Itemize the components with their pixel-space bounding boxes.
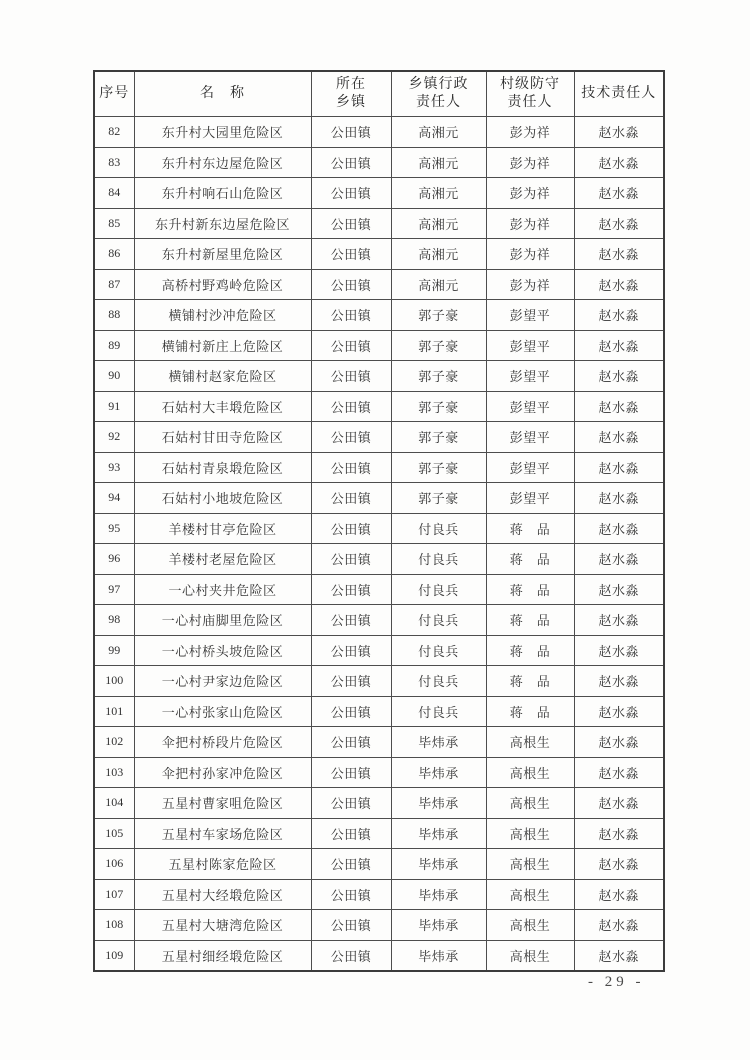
cell-index: 103 xyxy=(94,757,134,788)
cell-township: 公田镇 xyxy=(311,574,391,605)
cell-index: 107 xyxy=(94,879,134,910)
cell-index: 88 xyxy=(94,300,134,331)
table-row xyxy=(94,666,664,697)
cell-index: 97 xyxy=(94,574,134,605)
cell-township-admin: 毕炜承 xyxy=(391,818,486,849)
cell-township-admin: 毕炜承 xyxy=(391,757,486,788)
table-row xyxy=(94,391,664,422)
cell-name: 羊楼村甘亭危险区 xyxy=(134,513,311,544)
cell-township: 公田镇 xyxy=(311,666,391,697)
cell-township-admin: 毕炜承 xyxy=(391,910,486,941)
table-row xyxy=(94,269,664,300)
cell-township: 公田镇 xyxy=(311,818,391,849)
cell-technical: 赵水淼 xyxy=(574,178,664,209)
cell-index: 92 xyxy=(94,422,134,453)
cell-township-admin: 付良兵 xyxy=(391,696,486,727)
cell-technical: 赵水淼 xyxy=(574,208,664,239)
table-row xyxy=(94,879,664,910)
table-row xyxy=(94,117,664,148)
cell-technical: 赵水淼 xyxy=(574,483,664,514)
cell-technical: 赵水淼 xyxy=(574,513,664,544)
cell-name: 伞把村桥段片危险区 xyxy=(134,727,311,758)
cell-name: 石姑村大丰塅危险区 xyxy=(134,391,311,422)
cell-village-defense: 彭望平 xyxy=(486,330,574,361)
column-header-village-defense: 村级防守 责任人 xyxy=(486,71,574,117)
cell-name: 高桥村野鸡岭危险区 xyxy=(134,269,311,300)
cell-village-defense: 高根生 xyxy=(486,879,574,910)
cell-technical: 赵水淼 xyxy=(574,635,664,666)
cell-technical: 赵水淼 xyxy=(574,239,664,270)
cell-township-admin: 郭子豪 xyxy=(391,361,486,392)
cell-name: 一心村尹家边危险区 xyxy=(134,666,311,697)
cell-village-defense: 高根生 xyxy=(486,910,574,941)
cell-technical: 赵水淼 xyxy=(574,574,664,605)
column-header-index: 序号 xyxy=(94,71,134,117)
cell-township: 公田镇 xyxy=(311,879,391,910)
cell-index: 106 xyxy=(94,849,134,880)
cell-township: 公田镇 xyxy=(311,117,391,148)
cell-township: 公田镇 xyxy=(311,544,391,575)
cell-village-defense: 蒋 品 xyxy=(486,666,574,697)
cell-name: 东升村大园里危险区 xyxy=(134,117,311,148)
cell-township: 公田镇 xyxy=(311,940,391,971)
cell-township-admin: 付良兵 xyxy=(391,666,486,697)
cell-township: 公田镇 xyxy=(311,849,391,880)
cell-index: 85 xyxy=(94,208,134,239)
cell-index: 96 xyxy=(94,544,134,575)
cell-township: 公田镇 xyxy=(311,605,391,636)
cell-name: 一心村庙脚里危险区 xyxy=(134,605,311,636)
cell-index: 100 xyxy=(94,666,134,697)
cell-township-admin: 郭子豪 xyxy=(391,300,486,331)
table-row xyxy=(94,605,664,636)
cell-technical: 赵水淼 xyxy=(574,391,664,422)
cell-technical: 赵水淼 xyxy=(574,544,664,575)
cell-township-admin: 郭子豪 xyxy=(391,483,486,514)
cell-township-admin: 毕炜承 xyxy=(391,940,486,971)
cell-index: 102 xyxy=(94,727,134,758)
cell-name: 五星村大经塅危险区 xyxy=(134,879,311,910)
cell-township: 公田镇 xyxy=(311,300,391,331)
cell-technical: 赵水淼 xyxy=(574,940,664,971)
cell-technical: 赵水淼 xyxy=(574,117,664,148)
cell-name: 石姑村青泉塅危险区 xyxy=(134,452,311,483)
cell-village-defense: 彭望平 xyxy=(486,422,574,453)
cell-technical: 赵水淼 xyxy=(574,330,664,361)
cell-village-defense: 蒋 品 xyxy=(486,574,574,605)
table-body xyxy=(94,117,664,972)
cell-village-defense: 高根生 xyxy=(486,727,574,758)
cell-index: 90 xyxy=(94,361,134,392)
table-row xyxy=(94,300,664,331)
cell-name: 一心村张家山危险区 xyxy=(134,696,311,727)
cell-technical: 赵水淼 xyxy=(574,910,664,941)
cell-name: 五星村大塘湾危险区 xyxy=(134,910,311,941)
cell-index: 86 xyxy=(94,239,134,270)
cell-name: 羊楼村老屋危险区 xyxy=(134,544,311,575)
cell-township-admin: 毕炜承 xyxy=(391,788,486,819)
cell-name: 石姑村甘田寺危险区 xyxy=(134,422,311,453)
cell-technical: 赵水淼 xyxy=(574,727,664,758)
cell-index: 89 xyxy=(94,330,134,361)
table-row xyxy=(94,208,664,239)
cell-village-defense: 高根生 xyxy=(486,940,574,971)
table-header-row xyxy=(94,71,664,117)
cell-township: 公田镇 xyxy=(311,391,391,422)
cell-index: 101 xyxy=(94,696,134,727)
cell-name: 东升村响石山危险区 xyxy=(134,178,311,209)
table-row xyxy=(94,757,664,788)
cell-township-admin: 高湘元 xyxy=(391,239,486,270)
table-row xyxy=(94,513,664,544)
cell-village-defense: 彭望平 xyxy=(486,452,574,483)
cell-township: 公田镇 xyxy=(311,635,391,666)
cell-township: 公田镇 xyxy=(311,452,391,483)
cell-township-admin: 高湘元 xyxy=(391,147,486,178)
table-row xyxy=(94,696,664,727)
cell-index: 82 xyxy=(94,117,134,148)
cell-index: 87 xyxy=(94,269,134,300)
cell-technical: 赵水淼 xyxy=(574,818,664,849)
cell-township: 公田镇 xyxy=(311,727,391,758)
cell-name: 横铺村沙冲危险区 xyxy=(134,300,311,331)
cell-village-defense: 蒋 品 xyxy=(486,544,574,575)
table-row xyxy=(94,940,664,971)
cell-index: 94 xyxy=(94,483,134,514)
cell-township: 公田镇 xyxy=(311,361,391,392)
table-row xyxy=(94,727,664,758)
cell-technical: 赵水淼 xyxy=(574,361,664,392)
cell-name: 东升村新东边屋危险区 xyxy=(134,208,311,239)
table-row xyxy=(94,818,664,849)
cell-index: 98 xyxy=(94,605,134,636)
cell-township: 公田镇 xyxy=(311,910,391,941)
cell-township: 公田镇 xyxy=(311,208,391,239)
column-header-name: 名 称 xyxy=(134,71,311,117)
cell-township: 公田镇 xyxy=(311,788,391,819)
cell-name: 一心村桥头坡危险区 xyxy=(134,635,311,666)
cell-township-admin: 郭子豪 xyxy=(391,452,486,483)
cell-village-defense: 彭望平 xyxy=(486,391,574,422)
table-row xyxy=(94,483,664,514)
cell-technical: 赵水淼 xyxy=(574,605,664,636)
cell-village-defense: 彭为祥 xyxy=(486,117,574,148)
table-header xyxy=(94,71,664,117)
table-row xyxy=(94,910,664,941)
cell-township: 公田镇 xyxy=(311,483,391,514)
cell-village-defense: 彭为祥 xyxy=(486,178,574,209)
cell-township-admin: 付良兵 xyxy=(391,574,486,605)
cell-technical: 赵水淼 xyxy=(574,666,664,697)
cell-village-defense: 高根生 xyxy=(486,788,574,819)
cell-name: 一心村夹井危险区 xyxy=(134,574,311,605)
cell-index: 108 xyxy=(94,910,134,941)
cell-name: 东升村东边屋危险区 xyxy=(134,147,311,178)
cell-index: 95 xyxy=(94,513,134,544)
cell-township-admin: 毕炜承 xyxy=(391,727,486,758)
cell-township-admin: 郭子豪 xyxy=(391,422,486,453)
cell-technical: 赵水淼 xyxy=(574,696,664,727)
cell-village-defense: 彭望平 xyxy=(486,483,574,514)
cell-township-admin: 高湘元 xyxy=(391,269,486,300)
cell-township: 公田镇 xyxy=(311,147,391,178)
table-row xyxy=(94,147,664,178)
cell-technical: 赵水淼 xyxy=(574,879,664,910)
cell-index: 84 xyxy=(94,178,134,209)
cell-village-defense: 彭为祥 xyxy=(486,147,574,178)
risk-zone-table xyxy=(93,70,665,972)
cell-village-defense: 彭望平 xyxy=(486,361,574,392)
cell-township-admin: 毕炜承 xyxy=(391,879,486,910)
cell-village-defense: 彭为祥 xyxy=(486,269,574,300)
table-row xyxy=(94,361,664,392)
column-header-technical: 技术责任人 xyxy=(574,71,664,117)
table-row xyxy=(94,239,664,270)
cell-township-admin: 付良兵 xyxy=(391,513,486,544)
cell-village-defense: 高根生 xyxy=(486,849,574,880)
cell-name: 伞把村孙家冲危险区 xyxy=(134,757,311,788)
cell-name: 石姑村小地坡危险区 xyxy=(134,483,311,514)
cell-township: 公田镇 xyxy=(311,178,391,209)
cell-township: 公田镇 xyxy=(311,513,391,544)
cell-index: 104 xyxy=(94,788,134,819)
cell-township: 公田镇 xyxy=(311,757,391,788)
cell-village-defense: 蒋 品 xyxy=(486,696,574,727)
cell-village-defense: 蒋 品 xyxy=(486,513,574,544)
cell-township-admin: 郭子豪 xyxy=(391,330,486,361)
cell-name: 东升村新屋里危险区 xyxy=(134,239,311,270)
cell-township: 公田镇 xyxy=(311,239,391,270)
cell-technical: 赵水淼 xyxy=(574,788,664,819)
column-header-township-admin: 乡镇行政 责任人 xyxy=(391,71,486,117)
cell-village-defense: 高根生 xyxy=(486,757,574,788)
cell-technical: 赵水淼 xyxy=(574,849,664,880)
cell-name: 五星村细经塅危险区 xyxy=(134,940,311,971)
cell-village-defense: 蒋 品 xyxy=(486,605,574,636)
cell-technical: 赵水淼 xyxy=(574,300,664,331)
cell-township-admin: 高湘元 xyxy=(391,117,486,148)
table-row xyxy=(94,849,664,880)
cell-technical: 赵水淼 xyxy=(574,422,664,453)
cell-village-defense: 高根生 xyxy=(486,818,574,849)
table-row xyxy=(94,635,664,666)
cell-name: 五星村曹家咀危险区 xyxy=(134,788,311,819)
cell-township-admin: 高湘元 xyxy=(391,178,486,209)
page-number: - 29 - xyxy=(588,974,645,990)
cell-technical: 赵水淼 xyxy=(574,757,664,788)
cell-township-admin: 付良兵 xyxy=(391,605,486,636)
cell-township-admin: 付良兵 xyxy=(391,635,486,666)
table-row xyxy=(94,330,664,361)
cell-index: 91 xyxy=(94,391,134,422)
cell-index: 83 xyxy=(94,147,134,178)
cell-township: 公田镇 xyxy=(311,422,391,453)
cell-name: 五星村陈家危险区 xyxy=(134,849,311,880)
table-row xyxy=(94,422,664,453)
table-row xyxy=(94,574,664,605)
cell-township-admin: 毕炜承 xyxy=(391,849,486,880)
cell-technical: 赵水淼 xyxy=(574,452,664,483)
column-header-township: 所在 乡镇 xyxy=(311,71,391,117)
cell-index: 109 xyxy=(94,940,134,971)
cell-index: 105 xyxy=(94,818,134,849)
cell-name: 横铺村赵家危险区 xyxy=(134,361,311,392)
cell-name: 五星村车家场危险区 xyxy=(134,818,311,849)
cell-township-admin: 付良兵 xyxy=(391,544,486,575)
cell-township-admin: 高湘元 xyxy=(391,208,486,239)
cell-village-defense: 彭为祥 xyxy=(486,239,574,270)
cell-index: 93 xyxy=(94,452,134,483)
cell-village-defense: 蒋 品 xyxy=(486,635,574,666)
cell-technical: 赵水淼 xyxy=(574,147,664,178)
table-row xyxy=(94,178,664,209)
table-row xyxy=(94,452,664,483)
table-row xyxy=(94,788,664,819)
cell-township-admin: 郭子豪 xyxy=(391,391,486,422)
cell-village-defense: 彭为祥 xyxy=(486,208,574,239)
cell-technical: 赵水淼 xyxy=(574,269,664,300)
cell-name: 横铺村新庄上危险区 xyxy=(134,330,311,361)
cell-village-defense: 彭望平 xyxy=(486,300,574,331)
cell-index: 99 xyxy=(94,635,134,666)
table-row xyxy=(94,544,664,575)
cell-township: 公田镇 xyxy=(311,696,391,727)
cell-township: 公田镇 xyxy=(311,330,391,361)
cell-township: 公田镇 xyxy=(311,269,391,300)
